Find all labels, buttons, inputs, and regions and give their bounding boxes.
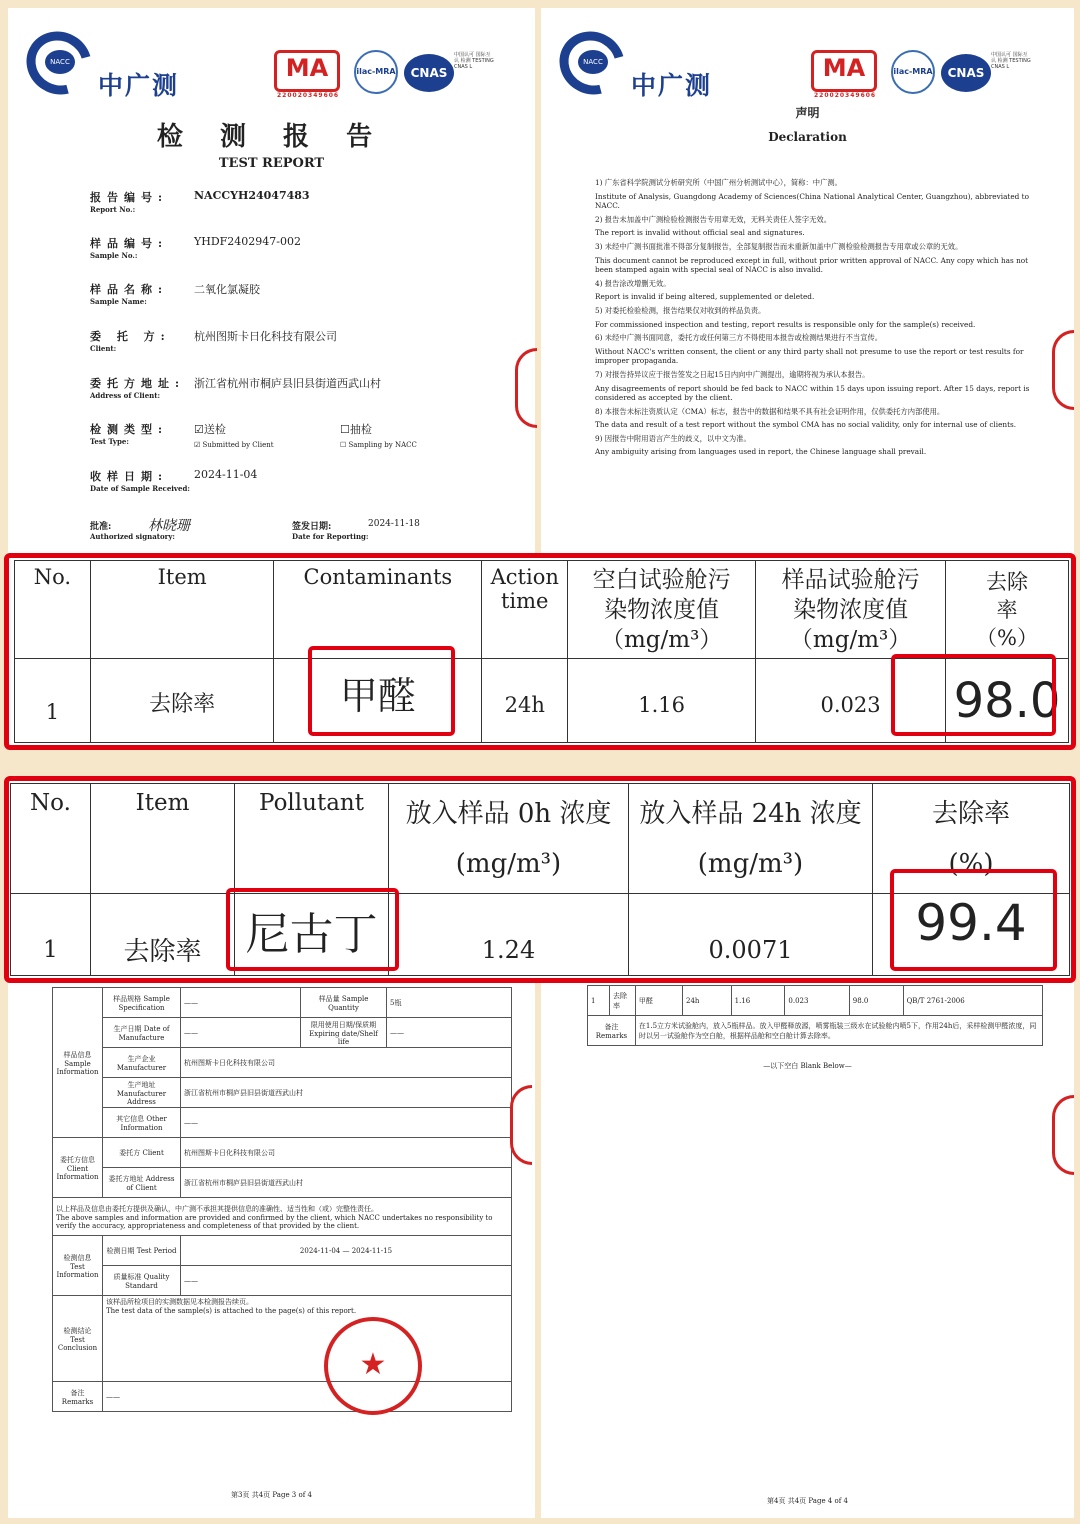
value-cell: 5瓶	[387, 988, 512, 1018]
conclusion-cn: 该样品所检项目的实测数据见本检测报告续页。	[106, 1298, 253, 1306]
highlight-pollutant	[226, 888, 399, 971]
value-cell: 浙江省杭州市桐庐县旧县街道西武山村	[181, 1078, 512, 1108]
table-row	[53, 1266, 512, 1296]
col-no: No.	[15, 561, 91, 659]
field-value: 2024-11-04	[194, 468, 258, 481]
declaration-item: 4) 报告涂改增删无效。	[595, 278, 671, 288]
table-row	[53, 1382, 512, 1412]
field-label-en: Sample Name:	[90, 297, 147, 306]
value-cell: ——	[181, 1018, 301, 1048]
declaration-item: This document cannot be reproduced except in full, without prior written approval of NACC. Any copy which has not been stamped again with special seal of NACC is also invalid.	[595, 255, 1029, 275]
col-24h-concentration: 放入样品 24h 浓度 (mg/m³)	[629, 784, 873, 894]
sample-info-page	[8, 975, 535, 1518]
declaration-item: 9) 因报告中附用语言产生的歧义，以中文为准。	[595, 433, 751, 443]
field-label-cn: 收样日期:	[90, 470, 169, 483]
field-label	[90, 375, 194, 400]
seal-stamp-edge	[1052, 330, 1074, 410]
col-blank-concentration: 空白试验舱污染物浓度值（mg/m³）	[568, 561, 756, 659]
declaration-item: 8) 本报告未标注资质认定（CMA）标志，报告中的数据和结果不具有社会证明作用，仅供委托方内部使用。	[595, 406, 945, 416]
official-seal	[324, 1317, 422, 1415]
remarks-label: 备注 Remarks	[588, 1016, 636, 1046]
checkbox-sampling-en: ☐ Sampling by NACC	[340, 441, 417, 449]
declaration-item: The report is invalid without official seal and signatures.	[595, 228, 805, 238]
field-label-en: Test Type:	[90, 437, 129, 446]
sample-info-table	[52, 987, 512, 1412]
field-label	[90, 189, 194, 214]
field-label	[90, 421, 194, 446]
cell: 去除率	[610, 986, 636, 1016]
col-sample-concentration: 样品试验舱污染物浓度值（mg/m³）	[756, 561, 946, 659]
page-footer: 第3页 共4页 Page 3 of 4	[231, 1491, 312, 1499]
disclaimer-cn: 以上样品及信息由委托方提供及确认，中广测不承担其提供信息的准确性、适当性和（或）完整性责任。	[56, 1204, 378, 1213]
col-action-time: Action time	[482, 561, 568, 659]
field-label-cn: 委托方地址:	[90, 377, 186, 390]
highlight-removal-rate	[891, 654, 1056, 736]
declaration-item: Any ambiguity arising from languages used in report, the Chinese language shall prevail.	[595, 447, 927, 457]
report-title-cn: 检 测 报 告	[156, 122, 387, 152]
declaration-item: 6) 未经中广测书面同意，委托方或任何第三方不得使用本报告或检测结果进行不当宣传。	[595, 333, 883, 343]
test-type-submitted	[194, 421, 274, 450]
checkbox-submitted-en: ☑ Submitted by Client	[194, 441, 274, 449]
field-sample-name	[90, 281, 260, 307]
col-pollutant: Pollutant	[235, 784, 389, 894]
cma-text: MA	[285, 54, 329, 82]
table-row	[53, 1198, 512, 1236]
label-cell: 检测日期 Test Period	[103, 1236, 181, 1266]
declaration-item: 2) 报告未加盖中广测检验检测报告专用章无效，无料关责任人签字无效。	[595, 214, 832, 224]
cell-pollutant: 尼古丁	[235, 894, 389, 976]
nacc-logo	[559, 30, 729, 100]
cell: 1.16	[731, 986, 785, 1016]
field-client-address	[90, 375, 381, 401]
approve-label: 批准:	[90, 522, 112, 532]
remarks-value: 在1.5立方米试验舱内，放入5瓶样品。放入甲醛释放源，喷雾瓶装三级水在试验舱内喷5下，作用24h后，采样检测甲醛浓度，同时以另一试验舱作为空白舱，根据样品舱和空白舱计算去除率。	[635, 1016, 1042, 1046]
field-value: 杭州图斯卡日化科技有限公司	[194, 330, 337, 343]
col-contaminants: Contaminants	[274, 561, 482, 659]
cnas-subtitle: 中国认可 国际互认 检测 TESTING CNAS L	[991, 52, 1031, 70]
field-value: YHDF2402947-002	[194, 235, 302, 248]
issue-label-en: Date for Reporting:	[292, 532, 369, 541]
ilac-mra-icon: ilac-MRA	[891, 50, 935, 94]
ilac-mra-icon: ilac-MRA	[354, 50, 398, 94]
report-cover-page	[8, 8, 535, 568]
issue-date-row	[292, 519, 420, 541]
label-cell: 委托方地址 Address of Client	[103, 1168, 181, 1198]
declaration-title-cn: 声明	[795, 106, 820, 120]
field-label	[90, 235, 194, 260]
report-title-en: TEST REPORT	[218, 156, 325, 171]
declaration-item: 1) 广东省科学院测试分析研究所（中国广州分析测试中心），简称：中广测。	[595, 178, 842, 187]
field-label-en: Address of Client:	[90, 391, 161, 400]
col-removal-rate: 去除率 (%)	[873, 784, 1070, 894]
declaration-item: The data and result of a test report without the symbol CMA has no social validity, only for internal use of clients.	[595, 420, 1017, 430]
label-cell: 生产企业 Manufacturer	[103, 1048, 181, 1078]
cell: 98.0	[849, 986, 903, 1016]
declaration-title-en: Declaration	[768, 130, 847, 144]
field-sample-no	[90, 235, 302, 261]
conclusion-cell	[103, 1296, 512, 1382]
label-cell: 生产地址 Manufacturer Address	[103, 1078, 181, 1108]
results-page	[541, 975, 1074, 1518]
label-cell: 委托方 Client	[103, 1138, 181, 1168]
cell: 1	[588, 986, 610, 1016]
declaration-page	[541, 8, 1074, 568]
conclusion-en: The test data of the sample(s) is attached to the page(s) of this report.	[106, 1307, 357, 1315]
value-cell: 浙江省杭州市桐庐县旧县街道西武山村	[181, 1168, 512, 1198]
value-cell: ——	[387, 1018, 512, 1048]
field-test-type	[90, 421, 417, 449]
cell: QB/T 2761-2006	[903, 986, 1042, 1016]
declaration-item: Report is invalid if being altered, supplemented or deleted.	[595, 292, 815, 302]
value-cell: 2024-11-04 — 2024-11-15	[181, 1236, 512, 1266]
cell-contaminant: 甲醛	[274, 659, 482, 743]
seal-stamp-edge	[1052, 1095, 1074, 1175]
col-item: Item	[91, 784, 235, 894]
table-row	[53, 1078, 512, 1108]
group-cell: 委托方信息 Client Information	[53, 1138, 103, 1198]
field-client	[90, 328, 337, 354]
test-type-sampling	[340, 421, 417, 450]
col-item: Item	[90, 561, 274, 659]
nacc-logo	[26, 30, 196, 100]
cnas-icon: CNAS	[941, 54, 991, 92]
declaration-item: Institute of Analysis, Guangdong Academy of Sciences(China National Analytical Center, Guangzhou), abbreviated to NACC.	[595, 191, 1029, 211]
field-label-cn: 报告编号:	[90, 191, 169, 204]
label-cell: 生产日期 Date of Manufacture	[103, 1018, 181, 1048]
table-header-row	[15, 561, 1069, 659]
cma-number: 220020349606	[277, 92, 340, 99]
cell-removal-rate: 98.0	[946, 659, 1069, 743]
seal-stamp-edge	[515, 348, 537, 428]
group-cell: 样品信息 Sample Information	[53, 988, 103, 1138]
field-label-cn: 检测类型:	[90, 423, 169, 436]
issue-date: 2024-11-18	[368, 519, 420, 529]
cell: 0.023	[785, 986, 849, 1016]
field-label	[90, 468, 194, 493]
table-row	[53, 1048, 512, 1078]
field-label-en: Client:	[90, 344, 117, 353]
label-cell: 质量标准 Quality Standard	[103, 1266, 181, 1296]
disclaimer-en: The above samples and information are provided and confirmed by the client, which NACC undertakes no responsibility to verify the accuracy, appropriateness and completeness of that provided by the client.	[56, 1213, 493, 1230]
declaration-item: 5) 对委托检验检测，报告结果仅对收到的样品负责。	[595, 305, 766, 315]
logo-badge: NACC	[578, 50, 608, 74]
cell-no: 1	[15, 659, 91, 743]
cell-removal-rate: 99.4	[873, 894, 1070, 976]
checkbox-sampling: ☐抽检	[340, 423, 372, 436]
approve-label-en: Authorized signatory:	[90, 532, 175, 541]
table-row	[53, 1296, 512, 1382]
cell-item: 去除率	[90, 659, 274, 743]
logo-text: 中广测	[631, 71, 713, 100]
value-cell: 杭州图斯卡日化科技有限公司	[181, 1048, 512, 1078]
label-cell: 样品量 Sample Quantity	[301, 988, 387, 1018]
field-value: NACCYH24047483	[194, 189, 310, 202]
cell-24h-value: 0.0071	[629, 894, 873, 976]
cell-blank-value: 1.16	[568, 659, 756, 743]
cell-no: 1	[11, 894, 91, 976]
table-row	[53, 1236, 512, 1266]
field-report-no	[90, 189, 310, 215]
label-cell: 备注 Remarks	[53, 1382, 103, 1412]
approval-row	[90, 518, 190, 541]
label-cell: 样品规格 Sample Specification	[103, 988, 181, 1018]
field-received-date	[90, 468, 258, 494]
cell-0h-value: 1.24	[389, 894, 629, 976]
seal-star-icon: ★	[359, 1347, 387, 1382]
declaration-list	[595, 178, 1031, 461]
field-label-en: Sample No.:	[90, 251, 138, 260]
cma-mark-icon	[274, 50, 340, 99]
field-value: 浙江省杭州市桐庐县旧县街道西武山村	[194, 377, 381, 390]
value-cell: ——	[181, 1108, 512, 1138]
cnas-subtitle: 中国认可 国际互认 检测 TESTING CNAS L	[454, 52, 494, 70]
col-removal-rate: 去除率（%）	[946, 561, 1069, 659]
declaration-item: 3) 未经中广测书面批准不得部分复制报告，全部复制报告而未重新加盖中广测检验检测报告专用章或公章的无效。	[595, 241, 963, 251]
issue-label: 签发日期:	[292, 522, 332, 532]
table-row	[53, 1108, 512, 1138]
field-label	[90, 281, 194, 306]
checkbox-submitted: ☑送检	[194, 423, 226, 436]
table-row	[53, 1138, 512, 1168]
value-cell: ——	[103, 1382, 512, 1412]
group-cell: 检测结论 Test Conclusion	[53, 1296, 103, 1382]
declaration-item: Without NACC's written consent, the client or any third party shall not presume to use the report or test results for improper propaganda.	[595, 346, 1024, 366]
field-label	[90, 328, 194, 353]
field-label-cn: 委 托 方:	[90, 330, 171, 343]
table-row	[53, 1018, 512, 1048]
cell: 甲醛	[635, 986, 682, 1016]
highlight-contaminant	[308, 646, 455, 736]
group-cell: 检测信息 Test Information	[53, 1236, 103, 1296]
value-cell: ——	[181, 1266, 512, 1296]
logo-badge: NACC	[45, 50, 75, 74]
table-row	[53, 1168, 512, 1198]
highlight-removal-rate	[890, 869, 1057, 971]
cell: 24h	[683, 986, 732, 1016]
col-0h-concentration: 放入样品 0h 浓度 (mg/m³)	[389, 784, 629, 894]
label-cell: 限用使用日期/保质期 Expiring date/Shelf life	[301, 1018, 387, 1048]
declaration-item: Any disagreements of report should be fed back to NACC within 15 days upon issuing report. After 15 days, report is considered as accepted by the client.	[595, 383, 1030, 403]
blank-below: —以下空白 Blank Below—	[763, 1062, 852, 1070]
results-mini-table	[587, 985, 1043, 1046]
col-no: No.	[11, 784, 91, 894]
logo-text: 中广测	[98, 71, 180, 100]
field-label-en: Date of Sample Received:	[90, 484, 190, 493]
cell-action-time: 24h	[482, 659, 568, 743]
disclaimer-cell	[53, 1198, 512, 1236]
table-row	[588, 1016, 1043, 1046]
page-footer: 第4页 共4页 Page 4 of 4	[767, 1497, 848, 1505]
label-cell: 其它信息 Other Information	[103, 1108, 181, 1138]
cma-mark-icon	[811, 50, 877, 99]
table-row	[588, 986, 1043, 1016]
cell-sample-value: 0.023	[756, 659, 946, 743]
table-row	[53, 988, 512, 1018]
value-cell: ——	[181, 988, 301, 1018]
cnas-icon: CNAS	[404, 54, 454, 92]
field-label-cn: 样品名称:	[90, 283, 169, 296]
cell-item: 去除率	[91, 894, 235, 976]
declaration-item: For commissioned inspection and testing, report results is responsible only for the sample(s) received.	[595, 319, 976, 329]
cma-number: 220020349606	[814, 92, 877, 99]
declaration-item: 7) 对报告持异议应于报告签发之日起15日内向中广测提出，逾期将视为承认本报告。	[595, 369, 870, 379]
signature: 林晓珊	[148, 518, 190, 534]
field-label-cn: 样品编号:	[90, 237, 169, 250]
field-label-en: Report No.:	[90, 205, 136, 214]
value-cell: 杭州图斯卡日化科技有限公司	[181, 1138, 512, 1168]
field-value: 二氧化氯凝胶	[194, 283, 260, 296]
seal-stamp-edge	[510, 1085, 532, 1165]
cma-text: MA	[822, 54, 866, 82]
